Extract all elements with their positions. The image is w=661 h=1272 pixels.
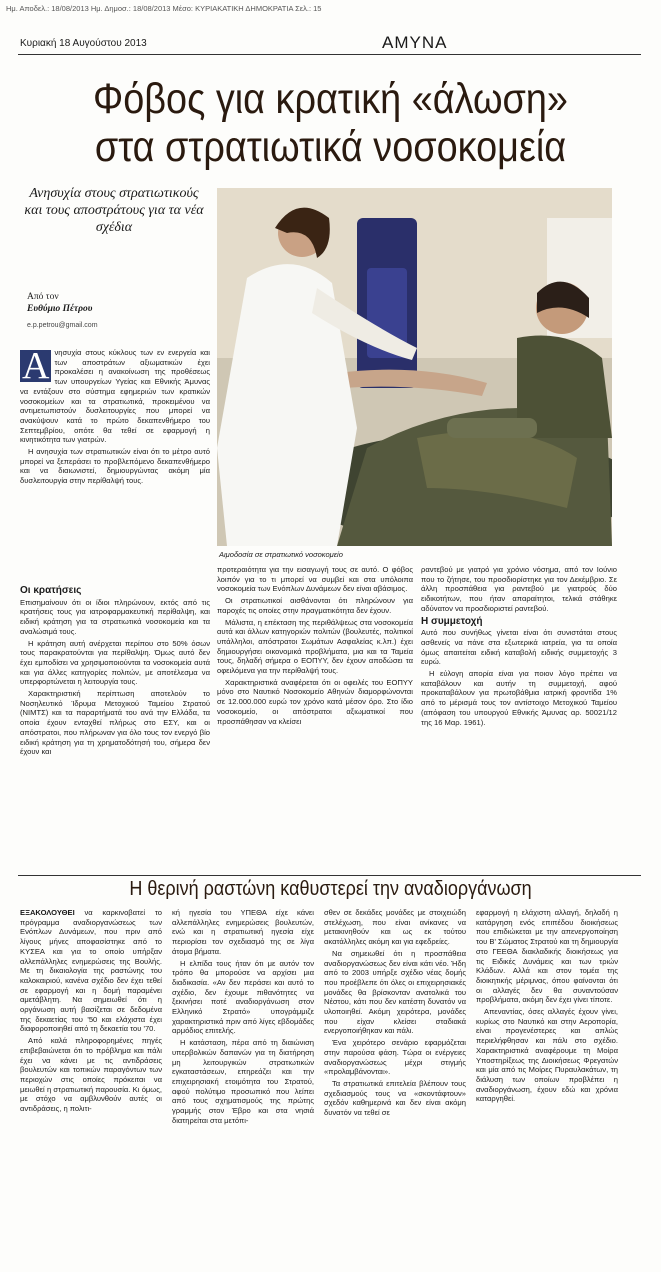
byline <box>27 291 92 315</box>
headline-line-1: Φόβος για κρατική «άλωση» <box>93 75 568 123</box>
dateline: Κυριακή 18 Αυγούστου 2013 <box>20 38 147 49</box>
headline-line-2: στα στρατιωτικά νοσοκομεία <box>94 123 567 171</box>
paragraph: Μάλιστα, η επέκταση της περιθάλψεως στα νοσοκομεία αυτά και άλλων κατηγοριών πολιτών (βουλευτές, πολιτικοί υπάλληλοι, απόστρατοι Σωμάτων Ασφαλείας κ.λπ.) έχει δημιουργήσει οικονομικά προβλήματα, μια και τα Ταμεία τους, δηλαδή σήμερα ο ΕΟΠΥΥ, δεν έχουν αποδώσει τα οφειλόμενα για την περίθαλψή τους. <box>217 617 413 676</box>
paragraph: Η κράτηση αυτή ανέρχεται περίπου στο 50% όσων τους παρακρατούνται για περίθαλψη. Όμως αυτό δεν έχει εμποδίσει να χρησιμοποιούνται τα νοσοκομεία αυτά και για άλλες κατηγορίες πολιτών, με αποτέλεσμα να υπερφορτώνεται η λειτουργία τους. <box>20 638 210 687</box>
paragraph: εφαρμογή η ελάχιστη αλλαγή, δηλαδή η κατάργηση ενός επιπέδου διοικήσεως που επιδιώκεται με την απενεργοποίηση του Β' Σώματος Στρατού και τη δημιουργία στο ΓΕΕΘΑ διακλαδικής διοικήσεως για τις Ειδικές Δυνάμεις και των τριών Κλάδων. Αλλά και στον τομέα της διοικητικής μέριμνας, όπου φαίνονται ότι οι αλλαγές δεν θα συναντούσαν προβλήματα, ακόμη δεν έχει γίνει τίποτε. <box>476 908 618 1005</box>
paragraph: Να σημειωθεί ότι η προσπάθεια αναδιοργανώσεως δεν είναι κάτι νέο. Ήδη από το 2003 υπήρξε σχέδιο νέας δομής που προέβλεπε ότι όλες οι επιχειρησιακές μονάδες θα βρίσκονταν ανατολικά του Νέστου, κάτι που δεν κατέστη δυνατόν να υλοποιηθεί. Ακόμη χειρότερα, μονάδες που είχαν κλείσει σταδιακά ενεργοποιήθηκαν και πάλι. <box>324 948 466 1036</box>
paragraph: κή ηγεσία του ΥΠΕΘΑ είχε κάνει αλλεπάλληλες ενημερώσεις βουλευτών, ενώ και η στρατιωτική ηγεσία είχε περιορίσει τον σχεδιασμό της σε λίγα άτομα βήματα. <box>172 908 314 956</box>
clipping-meta: Ημ. Αποδελ.: 18/08/2013 Ημ. Δημοσ.: 18/08/2013 Μέσο: ΚΥΡΙΑΚΑΤΙΚΗ ΔΗΜΟΚΡΑΤΙΑ Σελ.: 15 <box>6 4 322 13</box>
article-photo <box>217 188 612 546</box>
subheading-kratiseis: Οι κρατήσεις <box>20 585 82 596</box>
paragraph: Απεναντίας, όσες αλλαγές έχουν γίνει, κυρίως στο Ναυτικό και στην Αεροπορία, είναι προγενέστερες και απλώς περιελήφθησαν και πάλι στο σχέδιο. Χαρακτηριστικά αναφέρουμε τη Μοίρα Υποστηρίξεως της Διοικήσεως Φρεγατών και μία από τις Μοίρες Πυραυλακάτων, τη διάλυση των οποίων προβλέπει η αναδιοργάνωση, έχουν εδώ και χρόνια καταργηθεί. <box>476 1007 618 1104</box>
paragraph: σθεν σε δεκάδες μονάδες με στοιχειώδη στελέχωση, που είναι ανίκανες να μετακινηθούν και ως εκ τούτου ακατάλληλες ακόμη και για εφεδρείες. <box>324 908 466 947</box>
article-column-1b <box>20 583 210 873</box>
paragraph: Η κατάσταση, πέρα από τη διαιώνιση υπερβολικών δαπανών για τη διατήρηση μη λειτουργικών στρατιωτικών εγκαταστάσεων, επηρεάζει και την επιχειρησιακή ετοιμότητα του Στρατού, αφού πολύτιμο προσωπικό που λείπει από τους σχηματισμούς της πρώτης γραμμής στον Έβρο και στα νησιά διατηρείται στα μετόπι- <box>172 1038 314 1125</box>
paragraph: Από καλά πληροφορημένες πηγές επιβεβαιώνεται ότι το πρόβλημα και πάλι έχει να κάνει με τις αντιδράσεις βουλευτών και τοπικών παραγόντων των περιοχών στις οποίες πρόκειται να μειωθεί η στρατιωτική παρουσία. Κι όμως, με στόχο να αμβλυνθούν αυτές οι αντιδράσεις, η πολιτι- <box>20 1036 162 1114</box>
paragraph: Ένα χειρότερο σενάριο εφαρμόζεται στην παρούσα φάση. Τώρα οι ενέργειες αναδιοργανώσεως μέχρι στιγμής «προλαμβάνονται». <box>324 1038 466 1077</box>
paragraph: Η ανησυχία των στρατιωτικών είναι ότι το μέτρο αυτό μπορεί να ξεπεράσει το προβλεπόμενο δεκαπενθήμερο και να διαιωνιστεί, δημιουργώντας ακόμη μία δυσλειτουργία στην περίθαλψή τους. <box>20 447 210 486</box>
paragraph: προτεραιότητα για την εισαγωγή τους σε αυτό. Ο φόβος λοιπόν για το τι μπορεί να συμβεί και στα υπόλοιπα νοσοκομεία των Ενόπλων Δυνάμεων δεν είναι αβάσιμος. <box>217 565 413 594</box>
box-column-4 <box>476 908 618 1268</box>
paragraph: ραντεβού με γιατρό για χρόνιο νόσημα, από τον Ιούνιο που το ζήτησε, του προσδιορίστηκε για τον Δεκέμβριο. Σε άλλη προσπάθεια για ραντεβού με γιατρούς δύο ειδικοτήτων, που ήταν απαραίτητοι, τελικά στάθηκε αδύνατον να προσδιοριστεί ραντεβού. <box>421 565 617 613</box>
article-column-2 <box>217 565 413 871</box>
paragraph: Οι στρατιωτικοί αισθάνονται ότι πληρώνουν για παροχές τις οποίες στην πραγματικότητα δεν έχουν. <box>217 596 413 615</box>
subheading-symmetoxi: Η συμμετοχή <box>421 615 483 627</box>
box-column-1 <box>20 908 162 1268</box>
section-label: ΑΜΥΝΑ <box>382 33 448 52</box>
article-column-3 <box>421 565 617 871</box>
author-email: e.p.petrou@gmail.com <box>27 322 98 329</box>
box-rule <box>18 875 641 876</box>
paragraph: Τα στρατιωτικά επιτελεία βλέπουν τους σχεδιασμούς τους να «σκοντάφτουν» σχεδόν καθημερινά και δεν είναι ακόμη δυνατόν να τεθεί σε <box>324 1078 466 1118</box>
paragraph: Χαρακτηριστική περίπτωση αποτελούν το Νοσηλευτικό Ίδρυμα Μετοχικού Ταμείου Στρατού (ΝΙΜΤΣ) και τα παραρτήματά του ανά την Ελλάδα, τα οποία έχουν ενταχθεί πλήρως στο ΕΣΥ, και οι απόστρατοι, που πλήρωναν για όλο τους τον ενεργό βίο ειδική κράτηση για τη χρηματοδότησή του, σήμερα δεν έχουν και <box>20 689 210 757</box>
lead-paragraph: Α νησυχία στους κύκλους των εν ενεργεία και των αποστράτων αξιωματικών έχει προκαλέσει η ανακοίνωση της προθέσεως των υπουργείων Υγείας και Εθνικής Άμυνας να εντάξουν στο σύστημα εφημεριών των κρατικών νοσοκομείων και τα στρατιωτικά, προκειμένου να αντιμετωπιστούν δυσλειτουργίες που μπορεί να ανακύψουν κατά το πρώτο δεκαπενθήμερο του Σεπτεμβρίου, οπότε θα τεθεί σε εφαρμογή η κινητικότητα των γιατρών. <box>20 348 210 445</box>
article-column-1 <box>20 348 210 580</box>
box-title: Η θερινή ραστώνη καθυστερεί την αναδιοργάνωση <box>129 878 532 900</box>
blood-donation-photo <box>217 188 612 546</box>
subheadline: Ανησυχία στους στρατιωτικούς και τους αποστράτους για τα νέα σχέδια <box>24 186 204 235</box>
paragraph: Η ελπίδα τους ήταν ότι με αυτόν τον τρόπο θα μπορούσε να αρχίσει μια διαδικασία. «Αν δεν περάσει και αυτό το σχέδιο, δεν έχουμε πιθανότητες να ξεκινήσει ποτέ αναδιοργάνωση στον Ελληνικό Στρατό» υπογράμμιζε χαρακτηριστικά πριν από λίγες εβδομάδες αρμόδιος επιτελής. <box>172 958 314 1036</box>
photo-caption: Αιμοδοσία σε στρατιωτικό νοσοκομείο <box>219 550 343 559</box>
byline-prefix: Από τον <box>27 292 59 302</box>
box-column-3 <box>324 908 466 1268</box>
box-lead-word: ΕΞΑΚΟΛΟΥΘΕΙ <box>20 908 75 917</box>
paragraph: Χαρακτηριστικά αναφέρεται ότι οι οφειλές του ΕΟΠΥΥ μόνο στο Ναυτικό Νοσοκομείο Αθηνών διαμορφώνονται σε 12.000.000 ευρώ τον χρόνο κατά μέσον όρο. Στο ίδιο νοσοκομείο, οι απόστρατοι αξιωματικοί που προσπάθησαν να κλείσει <box>217 677 413 726</box>
paragraph: Επισημαίνουν ότι οι ίδιοι πληρώνουν, εκτός από τις κρατήσεις τους για ιατροφαρμακευτική περίθαλψη, και ειδική κράτηση για τα στρατιωτικά νοσοκομεία και τα αναλώσιμά τους. <box>20 597 210 636</box>
author-name: Ευθύμιο Πέτρου <box>27 304 93 314</box>
paragraph: Αυτό που συνήθως γίνεται είναι ότι συνιστάται στους ασθενείς να πάνε στα εξωτερικά ιατρεία, για τα οποία όμως απαιτείται ειδική καταβολή ειδικής συμμετοχής 3 ευρώ. <box>421 628 617 667</box>
box-column-2 <box>172 908 314 1268</box>
box-lead-paragraph: ΕΞΑΚΟΛΟΥΘΕΙ να καρκινοβατεί το πρόγραμμα αναδιοργανώσεως των Ενόπλων Δυνάμεων, που πριν από λίγους μήνες αποφασίστηκε από το ΚΥΣΕΑ και για το οποίο υπήρξαν αλλεπάλληλες ενημερώσεις της Βουλής. Με τη δικαιολογία της ραστώνης του καλοκαιριού, κανένα σχέδιο δεν έχει τεθεί σε εφαρμογή και η δομή παραμένει αμετάβλητη. Να σημειωθεί ότι η οργάνωση αυτή βασίζεται σε δεδομένα της δεκαετίας του '50 και ελάχιστα έχει διαφοροποιηθεί από τη δεκαετία του '70. <box>20 908 162 1034</box>
paragraph: Η εύλογη απορία είναι για ποιον λόγο πρέπει να καταβάλουν και αυτήν τη συμμετοχή, αφού προκαταβάλουν για πρωτοβάθμια ιατρική φροντίδα 1% από το μέρισμά τους τον αντίστοιχο Μετοχικού Ταμείου (απόφαση του υπουργού Εθνικής Άμυνας αρ. 50021/12 της 16 Μαρ. 1961). <box>421 669 617 727</box>
drop-cap: Α <box>22 348 50 387</box>
top-rule <box>18 54 641 55</box>
